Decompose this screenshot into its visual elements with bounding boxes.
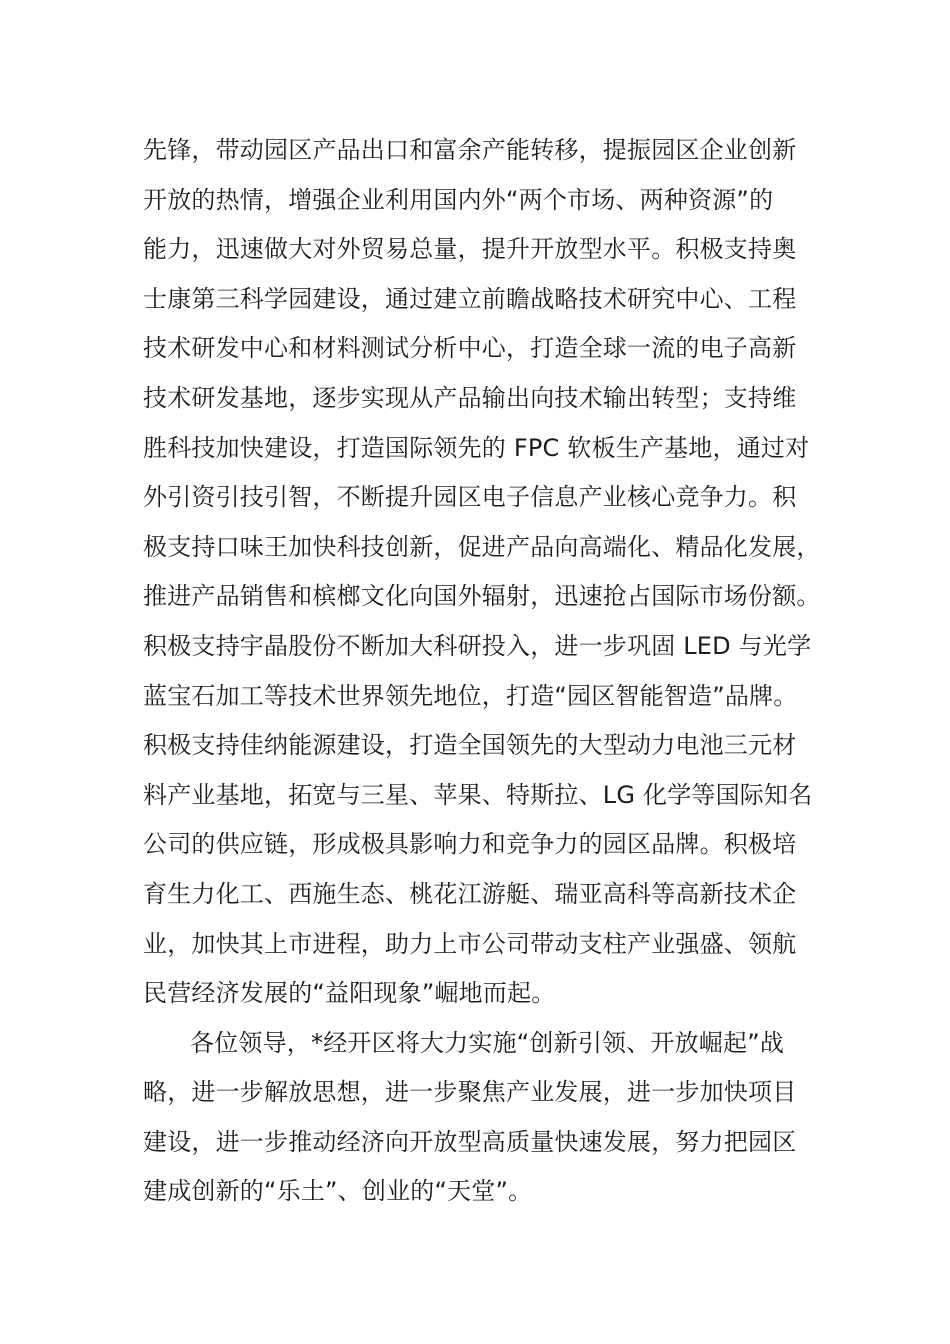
text-line: 技术研发基地，逐步实现从产品输出向技术输出转型；支持维 (143, 383, 797, 412)
text-line: 料产业基地，拓宽与三星、苹果、特斯拉、LG 化学等国际知名 (143, 780, 813, 809)
text-line: 先锋，带动园区产品出口和富余产能转移，提振园区企业创新 (143, 136, 797, 164)
text-line: 积极支持宇晶股份不断加大科研投入，进一步巩固 LED 与光学 (143, 631, 812, 660)
text-line: 积极支持佳纳能源建设，打造全国领先的大型动力电池三元材 (143, 731, 797, 760)
text-line: 略，进一步解放思想，进一步聚焦产业发展，进一步加快项目 (143, 1078, 797, 1107)
text-line: 育生力化工、西施生态、桃花江游艇、瑞亚高科等高新技术企 (143, 879, 797, 908)
text-line: 极支持口味王加快科技创新，促进产品向高端化、精品化发展， (143, 532, 821, 561)
text-line: 开放的热情，增强企业利用国内外“两个市场、两种资源”的 (143, 185, 774, 214)
text-line: 士康第三科学园建设，通过建立前瞻战略技术研究中心、工程 (143, 284, 797, 313)
text-line: 业，加快其上市进程，助力上市公司带动支柱产业强盛、领航 (143, 929, 797, 958)
text-line: 蓝宝石加工等技术世界领先地位，打造“园区智能智造”品牌。 (143, 681, 798, 710)
text-line: 民营经济发展的“益阳现象”崛地而起。 (143, 979, 556, 1008)
text-line: 建成创新的“乐土”、创业的“天堂”。 (143, 1177, 533, 1206)
text-line: 外引资引技引智，不断提升园区电子信息产业核心竞争力。积 (143, 483, 797, 512)
text-line: 胜科技加快建设，打造国际领先的 FPC 软板生产基地，通过对 (143, 433, 810, 462)
text-line: 公司的供应链，形成极具影响力和竞争力的园区品牌。积极培 (143, 830, 797, 859)
text-line: 建设，进一步推动经济向开放型高质量快速发展，努力把园区 (143, 1127, 797, 1156)
text-line: 技术研发中心和材料测试分析中心，打造全球一流的电子高新 (143, 334, 797, 363)
paragraph-start-line: 各位领导，*经开区将大力实施“创新引领、开放崛起”战 (190, 1028, 785, 1057)
body-text (143, 126, 823, 1217)
text-line: 能力，迅速做大对外贸易总量，提升开放型水平。积极支持奥 (143, 235, 797, 264)
text-line: 推进产品销售和槟榔文化向国外辐射，迅速抢占国际市场份额。 (143, 582, 821, 611)
